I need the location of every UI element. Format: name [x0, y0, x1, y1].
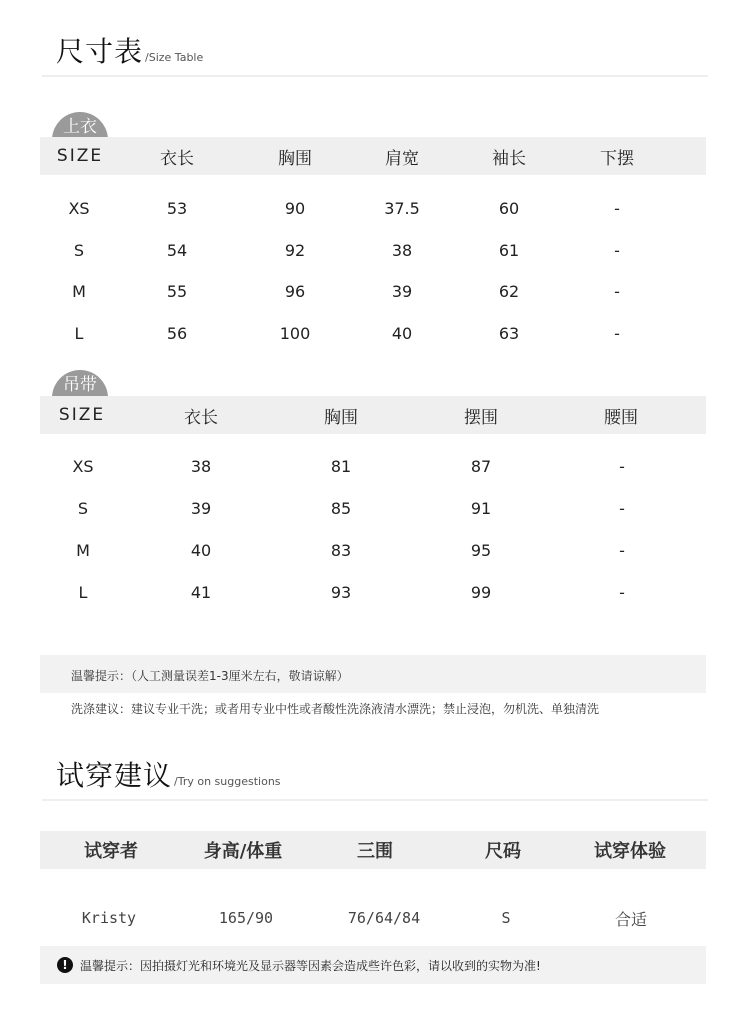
top-header-sleeve: 袖长 — [492, 148, 526, 169]
top-table-header — [40, 137, 706, 175]
table-cell: S — [501, 909, 511, 927]
table-cell: 63 — [498, 323, 520, 343]
table-cell: 40 — [190, 540, 212, 560]
cami-category-badge: 吊带 — [52, 370, 108, 398]
table-cell: 39 — [190, 498, 212, 518]
table-cell: 85 — [330, 498, 352, 518]
cami-table-header — [40, 396, 706, 434]
table-row — [40, 318, 706, 348]
table-row — [40, 903, 706, 933]
table-cell: 38 — [391, 240, 413, 260]
top-header-shoulder: 肩宽 — [385, 148, 419, 169]
try-header-measurements: 三围 — [357, 841, 393, 862]
try-on-heading: 试穿建议 — [56, 759, 173, 792]
table-cell: L — [74, 323, 84, 343]
table-cell: S — [77, 498, 89, 518]
top-header-size: SIZE — [56, 146, 104, 166]
size-table-heading: 尺寸表 — [56, 35, 144, 68]
top-category-badge: 上衣 — [52, 112, 108, 140]
try-header-height-weight: 身高/体重 — [203, 841, 283, 862]
cami-header-waist: 腰围 — [604, 407, 638, 428]
table-cell: 37.5 — [384, 198, 420, 218]
try-on-subheading: /Try on suggestions — [174, 775, 281, 788]
table-cell: 53 — [166, 198, 188, 218]
top-header-hem: 下摆 — [600, 148, 634, 169]
table-cell: 99 — [470, 582, 492, 602]
exclamation-icon: ! — [57, 957, 73, 973]
table-cell: - — [619, 540, 625, 560]
table-cell: M — [76, 540, 90, 560]
table-cell: 38 — [190, 456, 212, 476]
table-cell: 40 — [391, 323, 413, 343]
table-cell: - — [614, 240, 620, 260]
table-cell: S — [73, 240, 85, 260]
table-cell: - — [614, 281, 620, 301]
top-header-length: 衣长 — [160, 148, 194, 169]
table-cell: 100 — [279, 323, 311, 343]
table-cell: 81 — [330, 456, 352, 476]
color-warning-text: 温馨提示：因拍摄灯光和环境光及显示器等因素会造成些许色彩，请以收到的实物为准! — [80, 958, 541, 973]
table-cell: XS — [68, 198, 90, 218]
table-row — [40, 451, 706, 481]
table-cell: 62 — [498, 281, 520, 301]
title-divider — [42, 75, 708, 77]
size-table-title — [56, 30, 203, 70]
table-cell: 90 — [284, 198, 306, 218]
cami-header-hem-circ: 摆围 — [464, 407, 498, 428]
table-cell: 41 — [190, 582, 212, 602]
table-cell: 55 — [166, 281, 188, 301]
top-header-chest: 胸围 — [278, 148, 312, 169]
table-cell: 165/90 — [218, 909, 274, 927]
table-cell: 91 — [470, 498, 492, 518]
table-cell: - — [614, 323, 620, 343]
size-table-subheading: /Size Table — [145, 51, 204, 64]
color-warning-box — [40, 946, 706, 984]
table-cell: L — [78, 582, 88, 602]
try-on-table-header — [40, 831, 706, 869]
washing-advice-text: 洗涤建议：建议专业干洗；或者用专业中性或者酸性洗涤液清水漂洗；禁止浸泡，勿机洗、单独清洗 — [71, 702, 600, 716]
title-divider — [42, 799, 708, 801]
table-cell: 56 — [166, 323, 188, 343]
table-cell: - — [619, 582, 625, 602]
table-row — [40, 235, 706, 265]
table-cell: 92 — [284, 240, 306, 260]
try-header-experience: 试穿体验 — [594, 841, 666, 862]
table-cell: 96 — [284, 281, 306, 301]
table-cell: 93 — [330, 582, 352, 602]
table-cell: 83 — [330, 540, 352, 560]
table-cell: XS — [72, 456, 94, 476]
try-on-title — [56, 754, 281, 794]
table-cell: - — [614, 198, 620, 218]
table-row — [40, 535, 706, 565]
try-header-size: 尺码 — [485, 841, 521, 862]
table-cell: Kristy — [81, 909, 137, 927]
try-header-model: 试穿者 — [84, 841, 138, 862]
table-cell: 60 — [498, 198, 520, 218]
table-cell: 39 — [391, 281, 413, 301]
table-cell: - — [619, 456, 625, 476]
table-cell: 87 — [470, 456, 492, 476]
table-row — [40, 193, 706, 223]
cami-header-chest: 胸围 — [324, 407, 358, 428]
table-cell: 合适 — [614, 909, 648, 929]
table-cell: 61 — [498, 240, 520, 260]
cami-header-length: 衣长 — [184, 407, 218, 428]
cami-header-size: SIZE — [58, 405, 106, 425]
table-cell: 54 — [166, 240, 188, 260]
table-cell: 76/64/84 — [347, 909, 421, 927]
measurement-tip-text: 温馨提示：（人工测量误差1-3厘米左右，敬请谅解） — [71, 669, 349, 683]
table-cell: - — [619, 498, 625, 518]
table-row — [40, 276, 706, 306]
table-row — [40, 577, 706, 607]
table-cell: M — [72, 281, 86, 301]
table-row — [40, 493, 706, 523]
table-cell: 95 — [470, 540, 492, 560]
